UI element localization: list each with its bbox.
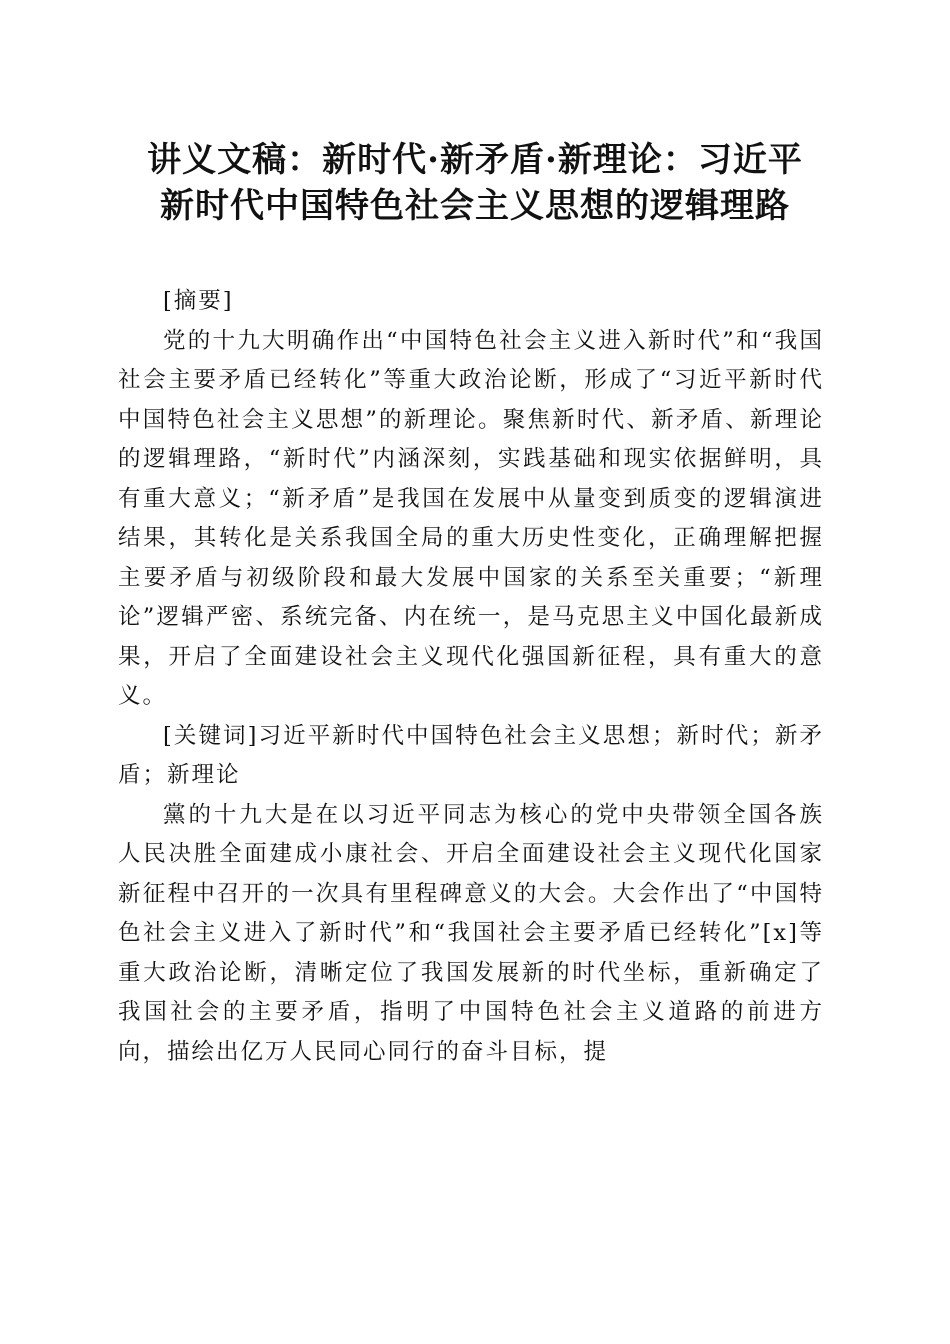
title-line-1: 讲义文稿：新时代·新矛盾·新理论：习近平 xyxy=(147,140,803,180)
document-body xyxy=(118,282,824,1072)
keywords-paragraph: [关键词]习近平新时代中国特色社会主义思想；新时代；新矛盾；新理论 xyxy=(118,722,824,788)
document-title xyxy=(60,137,890,229)
title-line-2: 新时代中国特色社会主义思想的逻辑理路 xyxy=(160,186,790,226)
abstract-label: [摘要] xyxy=(163,288,234,314)
body-paragraph: 黨的十九大是在以习近平同志为核心的党中央带领全国各族人民决胜全面建成小康社会、开启全面建设社会主义现代化国家新征程中召开的一次具有里程碑意义的大会。大会作出了“中国特色社会主义进入了新时代”和“我国社会主要矛盾已经转化”[x]等重大政治论断，清晰定位了我国发展新的时代坐标，重新确定了我国社会的主要矛盾，指明了中国特色社会主义道路的前进方向，描绘出亿万人民同心同行的奋斗目标，提 xyxy=(118,801,824,1065)
abstract-paragraph: 党的十九大明确作出“中国特色社会主义进入新时代”和“我国社会主要矛盾已经转化”等重大政治论断，形成了“习近平新时代中国特色社会主义思想”的新理论。聚焦新时代、新矛盾、新理论的逻辑理路，“新时代”内涵深刻，实践基础和现实依据鲜明，具有重大意义；“新矛盾”是我国在发展中从量变到质变的逻辑演进结果，其转化是关系我国全局的重大历史性变化，正确理解把握主要矛盾与初级阶段和最大发展中国家的关系至关重要；“新理论”逻辑严密、系统完备、内在统一，是马克思主义中国化最新成果，开启了全面建设社会主义现代化强国新征程，具有重大的意义。 xyxy=(118,327,824,709)
